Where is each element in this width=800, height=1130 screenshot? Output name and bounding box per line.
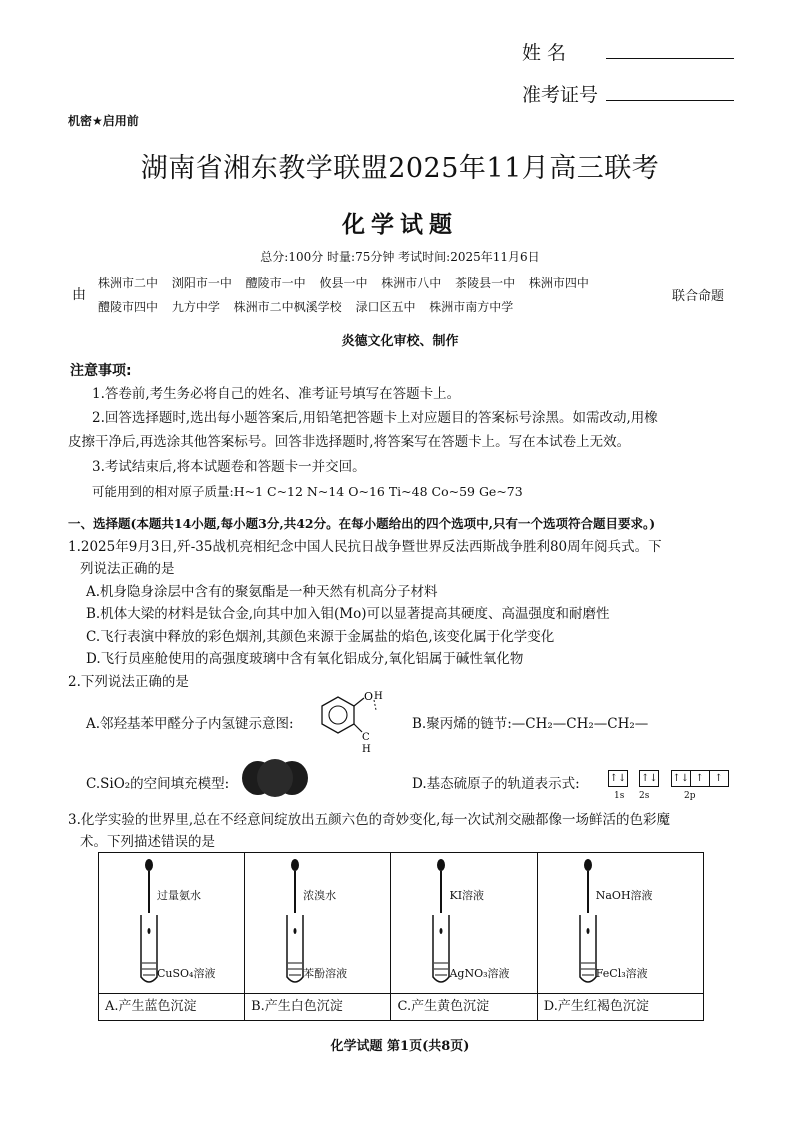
orbital-2p-1: ↑↓ — [671, 770, 691, 787]
atomic-masses: 可能用到的相对原子质量:H~1 C~12 N~14 O~16 Ti~48 Co~59 Ge~73 — [92, 484, 523, 499]
solution-label-b: 苯酚溶液 — [303, 967, 348, 980]
experiment-caption-d: D.产生红褐色沉淀 — [537, 994, 703, 1021]
benzene-ring — [322, 697, 354, 733]
experiment-cell-a — [99, 853, 245, 994]
silicon-sphere — [257, 759, 293, 797]
q1-option-d: D.飞行员座舱使用的高强度玻璃中含有氧化铝成分,氧化铝属于碱性氧化物 — [86, 651, 524, 667]
bond-to-oxygen — [354, 698, 364, 706]
aromatic-circle — [329, 706, 347, 724]
note-2b: 皮擦干净后,再选涂其他答案标号。回答非选择题时,将答案写在答题卡上。写在本试卷上无效。 — [68, 434, 631, 450]
confidential-mark: 机密★启用前 — [68, 114, 139, 128]
notes-heading: 注意事项: — [70, 363, 132, 379]
q1-option-b: B.机体大梁的材料是钛合金,向其中加入钼(Mo)可以显著提高其硬度、高温强度和耐磨性 — [86, 606, 610, 622]
name-label: 姓 名 — [522, 42, 567, 64]
sio2-space-filling-model — [238, 756, 312, 800]
reagent-label-d: NaOH溶液 — [595, 889, 653, 902]
orbital-2p-3: ↑ — [709, 770, 729, 787]
exam-number-label: 准考证号 — [522, 84, 599, 106]
experiment-cell-b — [245, 853, 391, 994]
experiment-table — [98, 852, 704, 1021]
q1-option-a: A.机身隐身涂层中含有的聚氨酯是一种天然有机高分子材料 — [86, 584, 438, 600]
exam-meta: 总分:100分 时量:75分钟 考试时间:2025年11月6日 — [260, 250, 540, 264]
label-2s: 2s — [639, 791, 650, 801]
orbital-2s: ↑↓ — [639, 770, 659, 787]
q2-option-d: D.基态硫原子的轨道表示式: — [412, 776, 580, 792]
q2-stem: 2.下列说法正确的是 — [68, 674, 189, 690]
note-2a: 2.回答选择题时,选出每小题答案后,用铅笔把答题卡上对应题目的答案标号涂黑。如需改动,用橡 — [92, 410, 658, 426]
carbonyl-carbon: C — [362, 732, 370, 743]
bond-to-carbon — [354, 724, 362, 732]
q2-option-b: B.聚丙烯的链节:—CH₂—CH₂—CH₂— — [412, 716, 649, 732]
producer-line: 炎德文化审校、制作 — [341, 334, 459, 349]
page-footer: 化学试题 第1页(共8页) — [330, 1039, 470, 1054]
exam-title: 湖南省湘东教学联盟2025年11月高三联考 — [140, 153, 660, 184]
q2-option-c: C.SiO₂的空间填充模型: — [86, 776, 230, 792]
q1-stem-2: 列说法正确的是 — [80, 561, 175, 577]
q3-stem-2: 术。下列描述错误的是 — [80, 834, 215, 850]
experiment-caption-c: C.产生黄色沉淀 — [391, 994, 537, 1021]
note-3: 3.考试结束后,将本试题卷和答题卡一并交回。 — [92, 459, 366, 475]
note-1: 1.答卷前,考生务必将自己的姓名、准考证号填写在答题卡上。 — [92, 386, 461, 402]
label-2p: 2p — [684, 791, 696, 801]
experiment-cell-c — [391, 853, 537, 994]
orbital-2p-2: ↑ — [690, 770, 710, 787]
q3-stem-1: 3.化学实验的世界里,总在不经意间绽放出五颜六色的奇妙变化,每一次试剂交融都像一场鲜活的色彩魔 — [68, 812, 670, 828]
organizers-row-1: 株洲市二中 浏阳市一中 醴陵市一中 攸县一中 株洲市八中 茶陵县一中 株洲市四中 — [98, 276, 589, 290]
reagent-label-b: 浓溴水 — [303, 889, 337, 902]
salicylaldehyde-hbond-diagram — [300, 686, 390, 754]
aldehyde-hydrogen: H — [362, 744, 371, 754]
label-1s: 1s — [614, 791, 625, 801]
experiment-caption-b: B.产生白色沉淀 — [245, 994, 391, 1021]
reagent-label-c: KI溶液 — [449, 889, 485, 902]
hydrogen-atom: H — [374, 691, 383, 702]
organizers-prefix: 由 — [72, 287, 86, 303]
oxygen-atom: O — [364, 690, 374, 703]
exam-number-blank — [606, 100, 734, 101]
sulfur-orbital-diagram — [608, 770, 728, 787]
organizers-suffix: 联合命题 — [672, 289, 725, 304]
name-blank — [606, 58, 734, 59]
solution-label-c: AgNO₃溶液 — [449, 967, 510, 980]
solution-label-d: FeCl₃溶液 — [595, 967, 648, 980]
q1-option-c: C.飞行表演中释放的彩色烟剂,其颜色来源于金属盐的焰色,该变化属于化学变化 — [86, 629, 555, 645]
experiment-caption-a: A.产生蓝色沉淀 — [99, 994, 245, 1021]
orbital-1s: ↑↓ — [608, 770, 628, 787]
q1-stem-1: 1.2025年9月3日,歼-35战机亮相纪念中国人民抗日战争暨世界反法西斯战争胜利80周年阅兵式。下 — [68, 539, 662, 555]
section-1-heading: 一、选择题(本题共14小题,每小题3分,共42分。在每小题给出的四个选项中,只有一个选项符合题目要求。) — [68, 516, 656, 531]
reagent-label-a: 过量氨水 — [157, 889, 201, 902]
experiment-cell-d — [537, 853, 703, 994]
solution-label-a: CuSO₄溶液 — [157, 967, 216, 980]
organizers-row-2: 醴陵市四中 九方中学 株洲市二中枫溪学校 渌口区五中 株洲市南方中学 — [98, 300, 514, 314]
q2-option-a: A.邻羟基苯甲醛分子内氢键示意图: — [86, 716, 294, 732]
paper-subtitle: 化学试题 — [342, 212, 458, 238]
